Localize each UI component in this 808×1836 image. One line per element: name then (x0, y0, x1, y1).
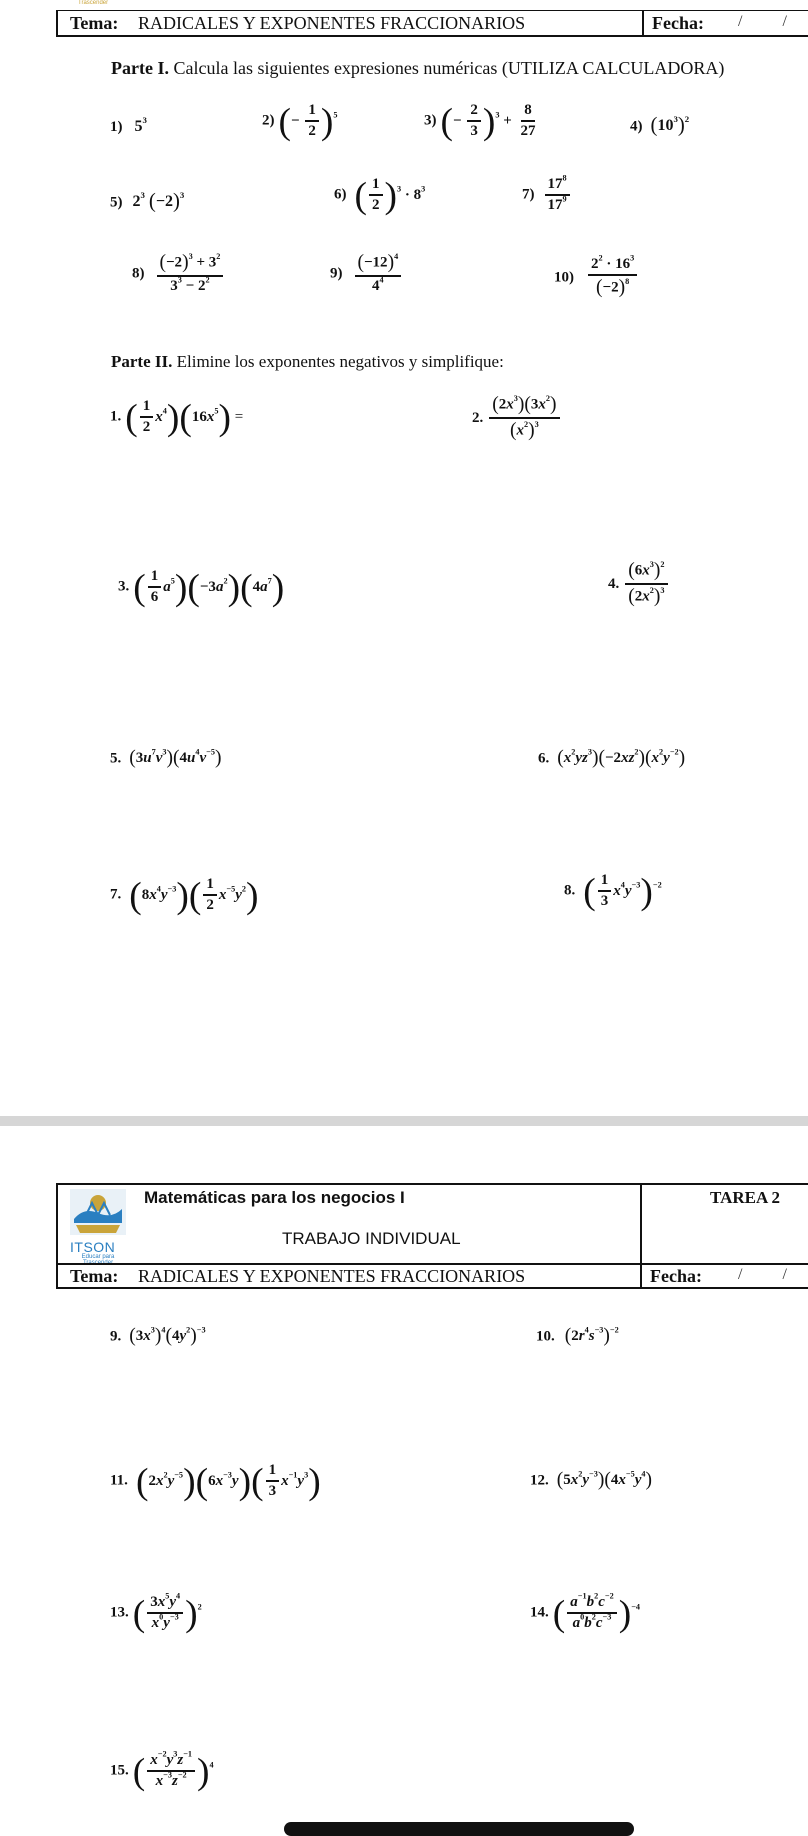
top-fecha-divider (642, 11, 644, 36)
expression: $(5x^2y^{-3})(4x^{-5}y^4)$ (556, 1470, 652, 1491)
expression: $\frac{(-12)^4}{4^4}$ (353, 265, 404, 281)
expression: $(8x^4y^{-3})$( $\frac{1}{2}$ $x^{-5}y^2$) (129, 874, 259, 916)
expression: $(3u^7v^3)(4u^4v^{-5})$ (129, 748, 222, 769)
expression: $(2r^4s^{-3})^{-2}$ (564, 1326, 619, 1347)
expression: $\frac{(-2)^3 + 3^2}{3^3 - 2^2}$ (155, 265, 226, 281)
p1-item-9 (330, 252, 403, 296)
p1-item-3 (424, 102, 541, 141)
p2-item-15 (110, 1749, 214, 1792)
expression: ( $\frac{1}{2}$ $x^4)(16x^5)$ = (125, 396, 244, 438)
p2-item-14 (530, 1591, 641, 1634)
item-number: 5. (110, 750, 122, 767)
page-separator (0, 1116, 808, 1126)
tarea-divider (640, 1185, 642, 1263)
item-number: 6) (334, 186, 347, 203)
top-fecha-label: Fecha: (652, 13, 704, 33)
second-tema-label: Tema: (70, 1266, 119, 1286)
part2-title-text: Elimine los exponentes negativos y simplifique: (176, 352, 504, 371)
p2-item-6 (538, 748, 685, 770)
second-fecha-divider (640, 1265, 642, 1289)
home-indicator-bar[interactable] (284, 1822, 634, 1836)
item-number: 12. (530, 1472, 549, 1489)
p2-item-13 (110, 1591, 202, 1634)
expression: $\frac{17^8}{17^9}$ (543, 187, 572, 203)
item-number: 9) (330, 265, 343, 282)
p2-item-3 (118, 568, 284, 607)
item-number: 3) (424, 112, 437, 129)
top-tema-text: RADICALES Y EXPONENTES FRACCIONARIOS (138, 13, 526, 33)
item-number: 10. (536, 1328, 555, 1345)
expression: $\frac{(6x^3)^2}{(2x^2)^3}$ (623, 576, 669, 592)
expression: ( $\frac{3x^5y^4}{x^0y^{-3}}$ )$^2$ (132, 1591, 202, 1634)
expression: $(10^3)^2$ (650, 114, 690, 137)
top-logo-caption: Trascender (78, 0, 109, 6)
part1-title-bold: Parte I. (111, 58, 169, 78)
expression: $(2x^2y^{-5})(6x^{-3}y)$( $\frac{1}{3}$ $x^{-1}y^3$) (135, 1460, 321, 1502)
itson-logo-text: ITSON (70, 1239, 116, 1255)
p2-item-10 (536, 1326, 619, 1348)
expression: $2^3$ $(-2)^3$ (132, 190, 185, 213)
item-number: 10) (554, 269, 574, 286)
assignment-subtitle: TRABAJO INDIVIDUAL (282, 1229, 461, 1248)
expression: ( $\frac{1}{2}$ )$^3 \cdot 8^3$ (354, 174, 426, 216)
expression: (− $\frac{1}{2}$ )$^5$ (278, 100, 338, 142)
second-header-box (56, 1183, 808, 1265)
expression: $5^3$ (134, 115, 147, 135)
p2-item-11 (110, 1462, 321, 1501)
p1-item-5 (110, 190, 184, 214)
p1-item-6 (334, 176, 425, 215)
p1-item-4 (630, 114, 689, 138)
top-fecha-slashes: / / (738, 13, 787, 30)
item-number: 9. (110, 1328, 122, 1345)
top-tema-label: Tema: (70, 13, 119, 33)
itson-tagline-1: Educar para (81, 1254, 115, 1260)
second-fecha-label: Fecha: (650, 1266, 702, 1286)
expression: ( $\frac{1}{6}$ $a^5)(-3a^2)(4a^7)$ (133, 566, 285, 608)
item-number: 7) (522, 186, 535, 203)
p1-item-10 (554, 253, 639, 300)
expression: ( $\frac{x^{-2}y^3z^{-1}}{x^{-3}z^{-2}}$ )$^4$ (132, 1749, 214, 1792)
expression: (− $\frac{2}{3}$ )$^3$ + $\frac{8}{27}$ (440, 100, 536, 142)
second-tema-row (56, 1263, 808, 1289)
item-number: 6. (538, 750, 550, 767)
itson-tagline-2: Trascender (82, 1260, 114, 1266)
item-number: 2) (262, 112, 275, 129)
top-tema-row (56, 10, 808, 37)
course-title: Matemáticas para los negocios I (144, 1188, 405, 1207)
p2-item-2 (472, 394, 562, 443)
p1-item-2 (262, 102, 337, 141)
part1-title (111, 58, 724, 79)
part2-title (111, 352, 504, 372)
expression: $\frac{2^2 \cdot 16^3}{(-2)^8}$ (586, 269, 639, 285)
p2-item-9 (110, 1326, 206, 1348)
itson-emblem-icon (70, 1189, 126, 1235)
expression: ( $\frac{1}{3}$ $x^4y^{-3})^{-2}$ (583, 870, 662, 912)
item-number: 1. (110, 408, 122, 425)
second-fecha-slashes: / / (738, 1266, 787, 1283)
p2-item-1 (110, 398, 243, 437)
part2-title-bold: Parte II. (111, 352, 173, 371)
second-tema-text: RADICALES Y EXPONENTES FRACCIONARIOS (138, 1266, 526, 1286)
expression: ( $\frac{a^{-1}b^2c^{-2}}{a^0b^2c^{-3}}$ )$^{-4}$ (552, 1591, 641, 1634)
p2-item-8 (564, 872, 662, 911)
item-number: 15. (110, 1762, 129, 1779)
tarea-label: TAREA 2 (710, 1188, 781, 1207)
p2-item-7 (110, 876, 259, 915)
p1-item-1 (110, 115, 147, 136)
item-number: 8. (564, 882, 576, 899)
item-number: 3. (118, 578, 130, 595)
expression: $(3x^3)^4(4y^2)^{-3}$ (129, 1326, 206, 1347)
p1-item-8 (132, 252, 225, 296)
item-number: 4. (608, 575, 620, 592)
item-number: 11. (110, 1472, 128, 1489)
item-number: 13. (110, 1604, 129, 1621)
part1-title-text: Calcula las siguientes expresiones numéricas (UTILIZA CALCULADORA) (173, 58, 725, 78)
item-number: 14. (530, 1604, 549, 1621)
expression: $\frac{(2x^3)(3x^2)}{(x^2)^3}$ (487, 410, 561, 426)
item-number: 7. (110, 886, 122, 903)
itson-logo (70, 1189, 126, 1266)
item-number: 2. (472, 409, 484, 426)
expression: $(x^2yz^3)(-2xz^2)(x^2y^{-2})$ (557, 748, 686, 769)
p2-item-5 (110, 748, 221, 770)
p2-item-4 (608, 560, 670, 609)
item-number: 1) (110, 119, 123, 135)
item-number: 5) (110, 194, 123, 211)
item-number: 4) (630, 118, 643, 135)
p2-item-12 (530, 1470, 652, 1492)
item-number: 8) (132, 265, 145, 282)
p1-item-7 (522, 173, 572, 215)
